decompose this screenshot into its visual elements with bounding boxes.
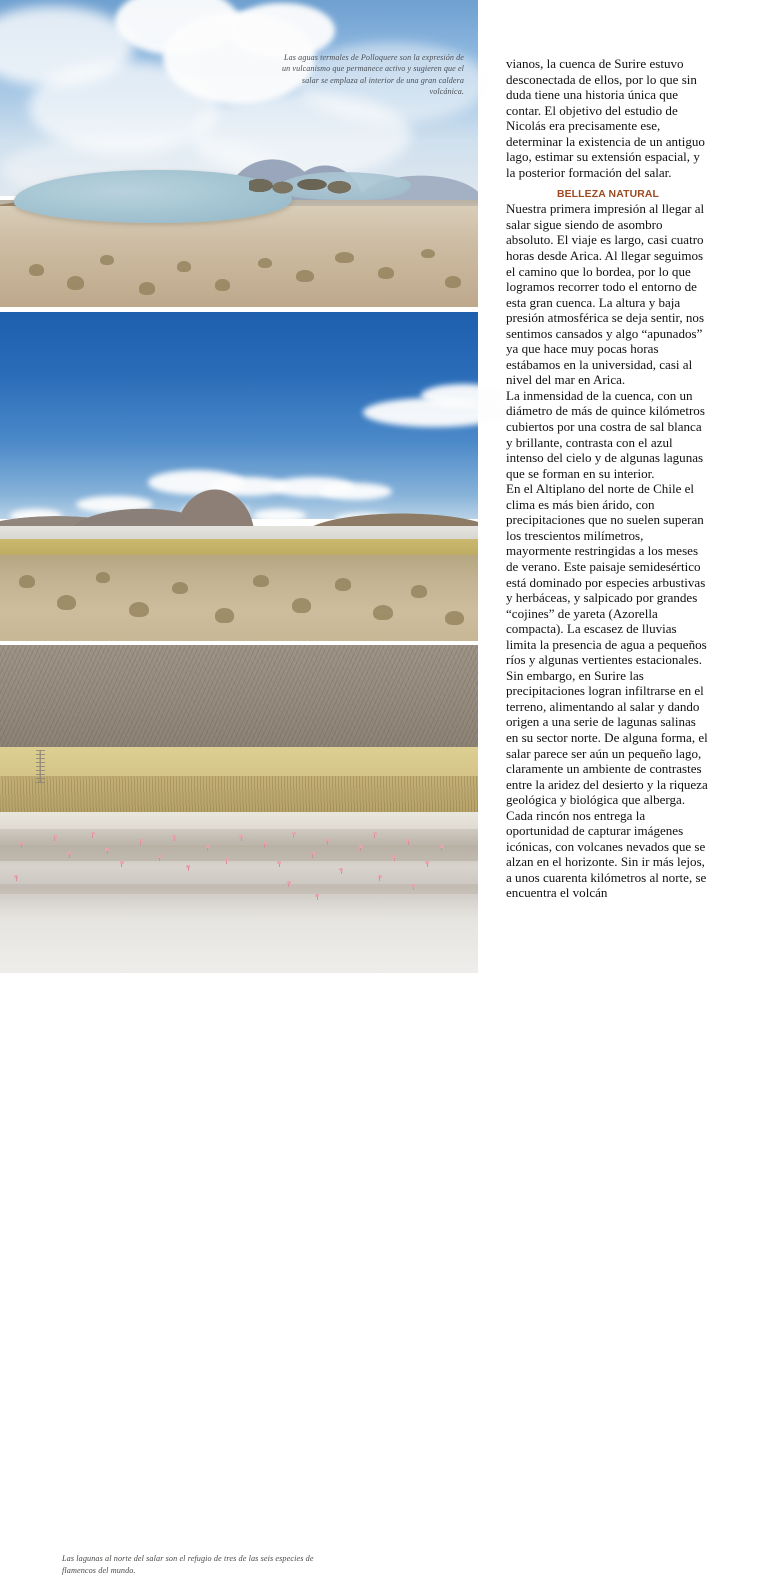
photo-caption-polloquere: Las aguas termales de Polloquere son la expresión de un vulcanismo que permanece activo y sugieren que el salar se emplaza al interior de una gran caldera volcánica. [281, 53, 464, 97]
scrub-bush [292, 598, 311, 612]
flamingo [158, 855, 162, 861]
scrub-bush [67, 276, 84, 290]
flamingo [277, 861, 281, 867]
scrub-bush [29, 264, 44, 276]
paragraph-4: Cada rincón nos entrega la oportunidad de capturar imágenes icónicas, con volcanes nevados que se alzan en el horizonte. Sin ir más lejos, a unos cuarenta kilómetros al norte, se encuentra el volcán [506, 807, 707, 901]
photo-caption-flamingos: Las lagunas al norte del salar son el refugio de tres de las seis especies de flamencos del mundo. [62, 1554, 314, 1575]
section-heading-belleza-natural: BELLEZA NATURAL [556, 189, 660, 201]
scrub-bush [172, 582, 188, 595]
flamingo [359, 845, 363, 851]
flamingo [315, 894, 319, 900]
flamingo [406, 839, 410, 845]
flamingo [67, 852, 71, 858]
flamingo [392, 855, 396, 861]
cloud-shape [229, 3, 334, 58]
flamingo [120, 861, 124, 867]
flamingo [292, 832, 296, 838]
photo-arrival [0, 312, 478, 641]
flamingo [105, 848, 109, 854]
desert-ground [0, 206, 478, 307]
paragraph-2: La inmensidad de la cuenca, con un diámetro de más de quince kilómetros cubiertos por una costra de sal blanca y brillante, contrasta con el azul intenso del cielo y de algunas lagunas que se forman en su interior. [506, 387, 705, 481]
flamingo [425, 861, 429, 867]
flamingo [440, 845, 444, 851]
scrub-bush [177, 261, 191, 272]
scrub-bush [129, 602, 149, 618]
scrub-bush [445, 611, 464, 625]
scrub-bush [215, 279, 230, 291]
scrub-bush [373, 605, 393, 620]
scrub-bush [253, 575, 268, 587]
flamingo [411, 884, 415, 890]
flamingo [239, 835, 243, 841]
flamingo [373, 832, 377, 838]
flamingo [14, 875, 18, 881]
flamingo [287, 881, 291, 887]
scrub-bush [139, 282, 155, 294]
scrub-bush [335, 578, 351, 591]
scrub-bush [100, 255, 113, 265]
flamingo [139, 839, 143, 845]
flamingo [206, 845, 210, 851]
mudflat-band [0, 845, 478, 861]
flamingo [186, 865, 190, 871]
paragraph-1: Nuestra primera impresión al llegar al salar sigue siendo de asombro absoluto. El viaje es largo, casi cuatro horas desde Arica. Al llegar seguimos el camino que lo bordea, por lo que logramos recorrer todo el entorno de esta gran cuenca. La altura y baja presión atmosférica se deja sentir, nos sentimos cansados y algo “apunados” ya que hace muy pocas horas estábamos en la universidad, casi al nivel del mar en Arica. [506, 201, 705, 388]
flamingo [339, 868, 343, 874]
flamingo [225, 858, 229, 864]
scrub-bush [215, 608, 234, 622]
article-text-column [506, 56, 710, 901]
mudflat-band [0, 884, 478, 894]
flamingo [378, 875, 382, 881]
paragraph-spacer [506, 180, 710, 188]
rock-outcrop [249, 175, 354, 196]
flamingo [325, 839, 329, 845]
scrub-bush [378, 267, 394, 279]
flamingo [172, 835, 176, 841]
paragraph-intro: vianos, la cuenca de Surire estuvo desconectada de ellos, por lo que sin duda tiene una historia única que contar. El objetivo del estudio de Nicolás era precisamente ese, determinar la existencia de un antiguo lago, estimar su extensión espacial, y la posterior formación del salar. [506, 56, 705, 180]
flamingo [311, 852, 315, 858]
scrub-bush [335, 252, 354, 263]
hillside-slope [0, 645, 478, 750]
flamingo [53, 835, 57, 841]
scrub-bush [411, 585, 427, 598]
scrub-bush [296, 270, 313, 282]
scrub-bush [96, 572, 110, 583]
flamingo [19, 842, 23, 848]
scrub-bush [258, 258, 272, 268]
flamingo [263, 842, 267, 848]
tussock-grass-strip [0, 776, 478, 815]
paragraph-3: En el Altiplano del norte de Chile el clima es más bien árido, con precipitaciones que no suelen superan los trescientos milímetros, mayormente restringidas a los meses de verano. Este paisaje semidesértico está dominado por especies arbustivas y herbáceas, y salpicado por grandes “cojines” de yareta (Azorella compacta). La escasez de lluvias limita la presencia de agua a pequeños ríos y algunas vertientes estacionales. Sin embargo, en Surire las precipitaciones logran infiltrarse en el terreno, alimentando al salar y dando origen a una serie de lagunas salinas en su sector norte. De alguna forma, el salar parece ser aún un pequeño lago, claramente un ambiente de contrastes entre la aridez del desierto y la riqueza geológica y biológica que alberga. [506, 481, 708, 808]
scrub-bush [19, 575, 35, 588]
scrub-bush [445, 276, 461, 288]
photo-polloquere [0, 0, 478, 307]
power-pylon [36, 750, 46, 783]
scrub-bush [421, 249, 435, 259]
flamingo [91, 832, 95, 838]
photo-flamingos [0, 645, 478, 1575]
scrub-bush [57, 595, 76, 610]
